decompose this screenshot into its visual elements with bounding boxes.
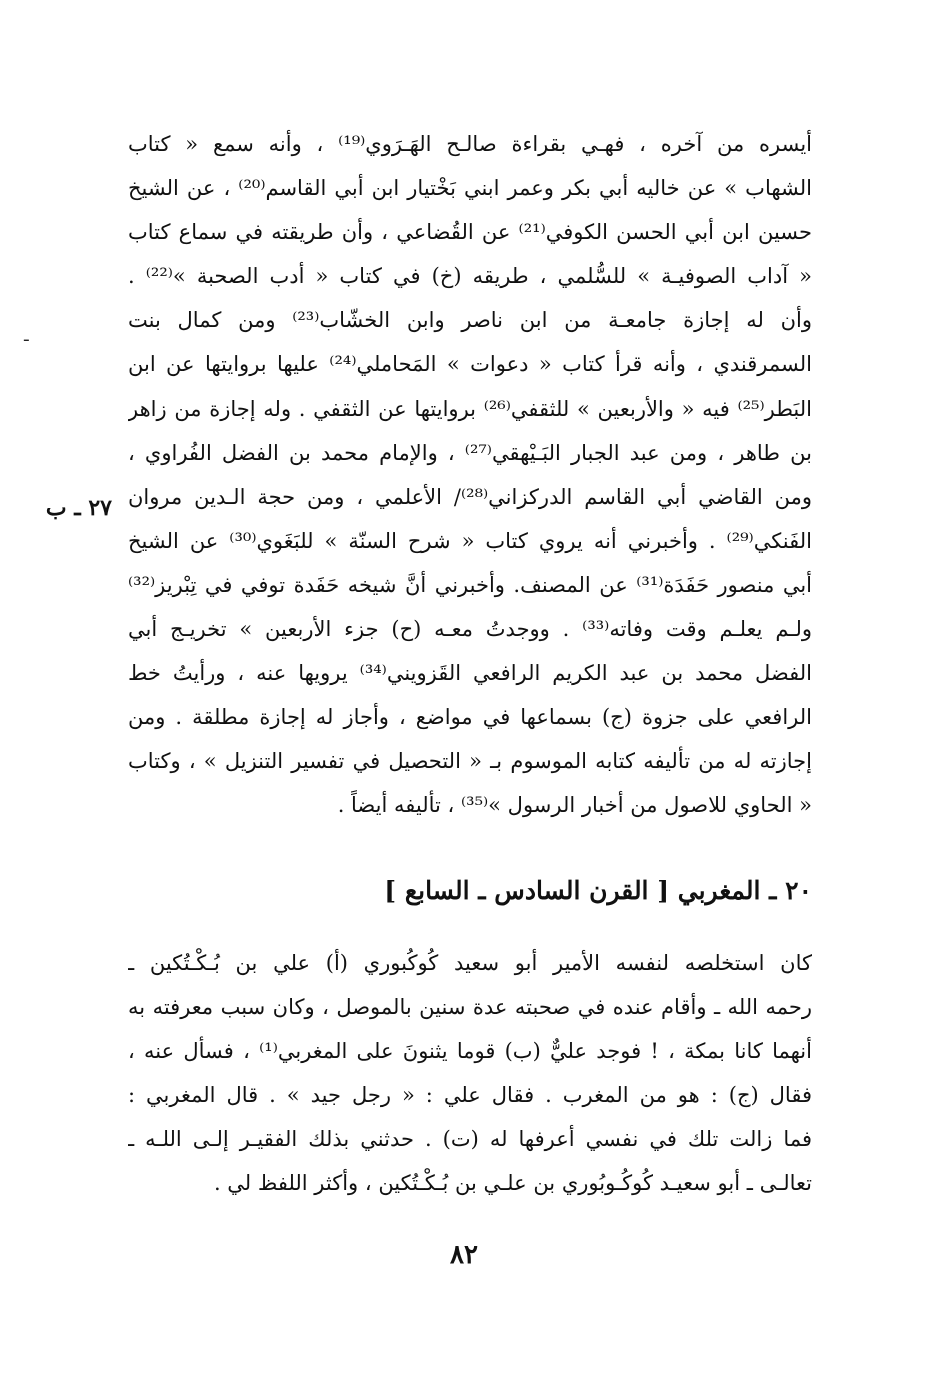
- text-line: أيسره من آخره ، فهـي بقراءة صالـح الهَـرَوي⁽¹⁹⁾ ، وأنه سمع « كتاب: [128, 132, 812, 156]
- text-line: إجازته له من تأليفه كتابه الموسوم بـ « التحصيل في تفسير التنزيل » ، وكتاب: [128, 749, 812, 774]
- margin-mark: ـ: [24, 326, 29, 345]
- text-line: حسين ابن أبي الحسن الكوفي⁽²¹⁾ عن القُضاعي ، وأن طريقته في سماع كتاب: [128, 220, 812, 245]
- text-line: « آداب الصوفيـة » للسُّلمي ، طريقه (خ) في كتاب « أدب الصحبة »⁽²²⁾ .: [128, 264, 812, 289]
- text-line: تعالـى ـ أبو سعيـد كُوكُـوبُوري بن علـي بن بُـكْـتُكين ، وأكثر اللفظ لي .: [213, 1171, 812, 1196]
- margin-folio-note: ٢٧ ـ ب: [45, 495, 112, 521]
- section-heading: ٢٠ ـ المغربي [ القرن السادس ـ السابع ]: [384, 876, 812, 905]
- text-line: بن طاهر ، ومن عبد الجبار البَـيْهقي⁽²⁷⁾ ، والإمام محمد بن الفضل الفُراوي ،: [128, 440, 812, 465]
- page-number: ٨٢: [450, 1240, 478, 1270]
- text-line: الشهاب » عن خاليه أبي بكر وعمر ابني بَخْتيار ابن أبي القاسم⁽²⁰⁾ ، عن الشيخ: [128, 176, 812, 201]
- text-line: السمرقندي ، وأنه قرأ كتاب « دعوات » المَحاملي⁽²⁴⁾ عليها بروايتها عن ابن: [128, 352, 812, 377]
- text-line: ولـم يعلـم وقت وفاته⁽³³⁾ . ووجدتُ معـه (ح) جزء الأربعين » تخريـج أبي: [128, 617, 812, 642]
- text-line: الرافعي على جزوة (ج) بسماعها في مواضع ، وأجاز له إجازة مطلقة . ومن: [128, 705, 812, 730]
- text-line: كان استخلصه لنفسه الأمير أبو سعيد كُوكُبوري (أ) علي بن بُـكْـتُكين ـ: [128, 951, 812, 975]
- text-line: وأن له إجازة جامعـة من ابن ناصر وابن الخشّاب⁽²³⁾ ومن كمال بنت: [128, 308, 812, 333]
- text-line: البَطر⁽²⁵⁾ فيه « والأربعين » للثقفي⁽²⁶⁾ بروايتها عن الثقفي . وله إجازة من زاهر: [128, 396, 812, 421]
- text-line: الفضل محمد بن عبد الكريم الرافعي القَزويني⁽³⁴⁾ يرويها عنه ، ورأيتُ خط: [128, 661, 812, 686]
- text-line: فقال (ج) : هو من المغرب . فقال علي : « رجل جيد » . قال المغربي :: [128, 1083, 812, 1108]
- text-line: أبي منصور حَفَدَة⁽³¹⁾ عن المصنف. وأخبرني أنَّ شيخه حَفَدة توفي في تِبْريز⁽³²⁾: [128, 572, 812, 597]
- text-line: فما زالت تلك في نفسي أعرفها له (ت) . حدثني بذلك الفقيـر إلـى اللـه ـ: [128, 1127, 812, 1152]
- text-line: أنهما كانا بمكة ، ! فوجد عليٌّ (ب) قوما يثنونَ على المغربي⁽¹⁾ ، فسأل عنه ،: [128, 1039, 812, 1064]
- text-line: ومن القاضي أبي القاسم الدركزاني⁽²⁸⁾/ الأعلمي ، ومن حجة الـدين مروان: [128, 484, 812, 509]
- text-line: « الحاوي للاصول من أخبار الرسول »⁽³⁵⁾ ، تأليفه أيضاً .: [337, 793, 812, 818]
- text-line: الفَنكي⁽²⁹⁾ . وأخبرني أنه يروي كتاب « شرح السنّة » للبَغَوي⁽³⁰⁾ عن الشيخ: [128, 528, 812, 553]
- section-text: [128, 941, 812, 1206]
- text-line: رحمه الله ـ وأقام عنده في صحبته عدة سنين بالموصل ، وكان سبب معرفته به: [128, 995, 812, 1020]
- main-text: [128, 122, 812, 828]
